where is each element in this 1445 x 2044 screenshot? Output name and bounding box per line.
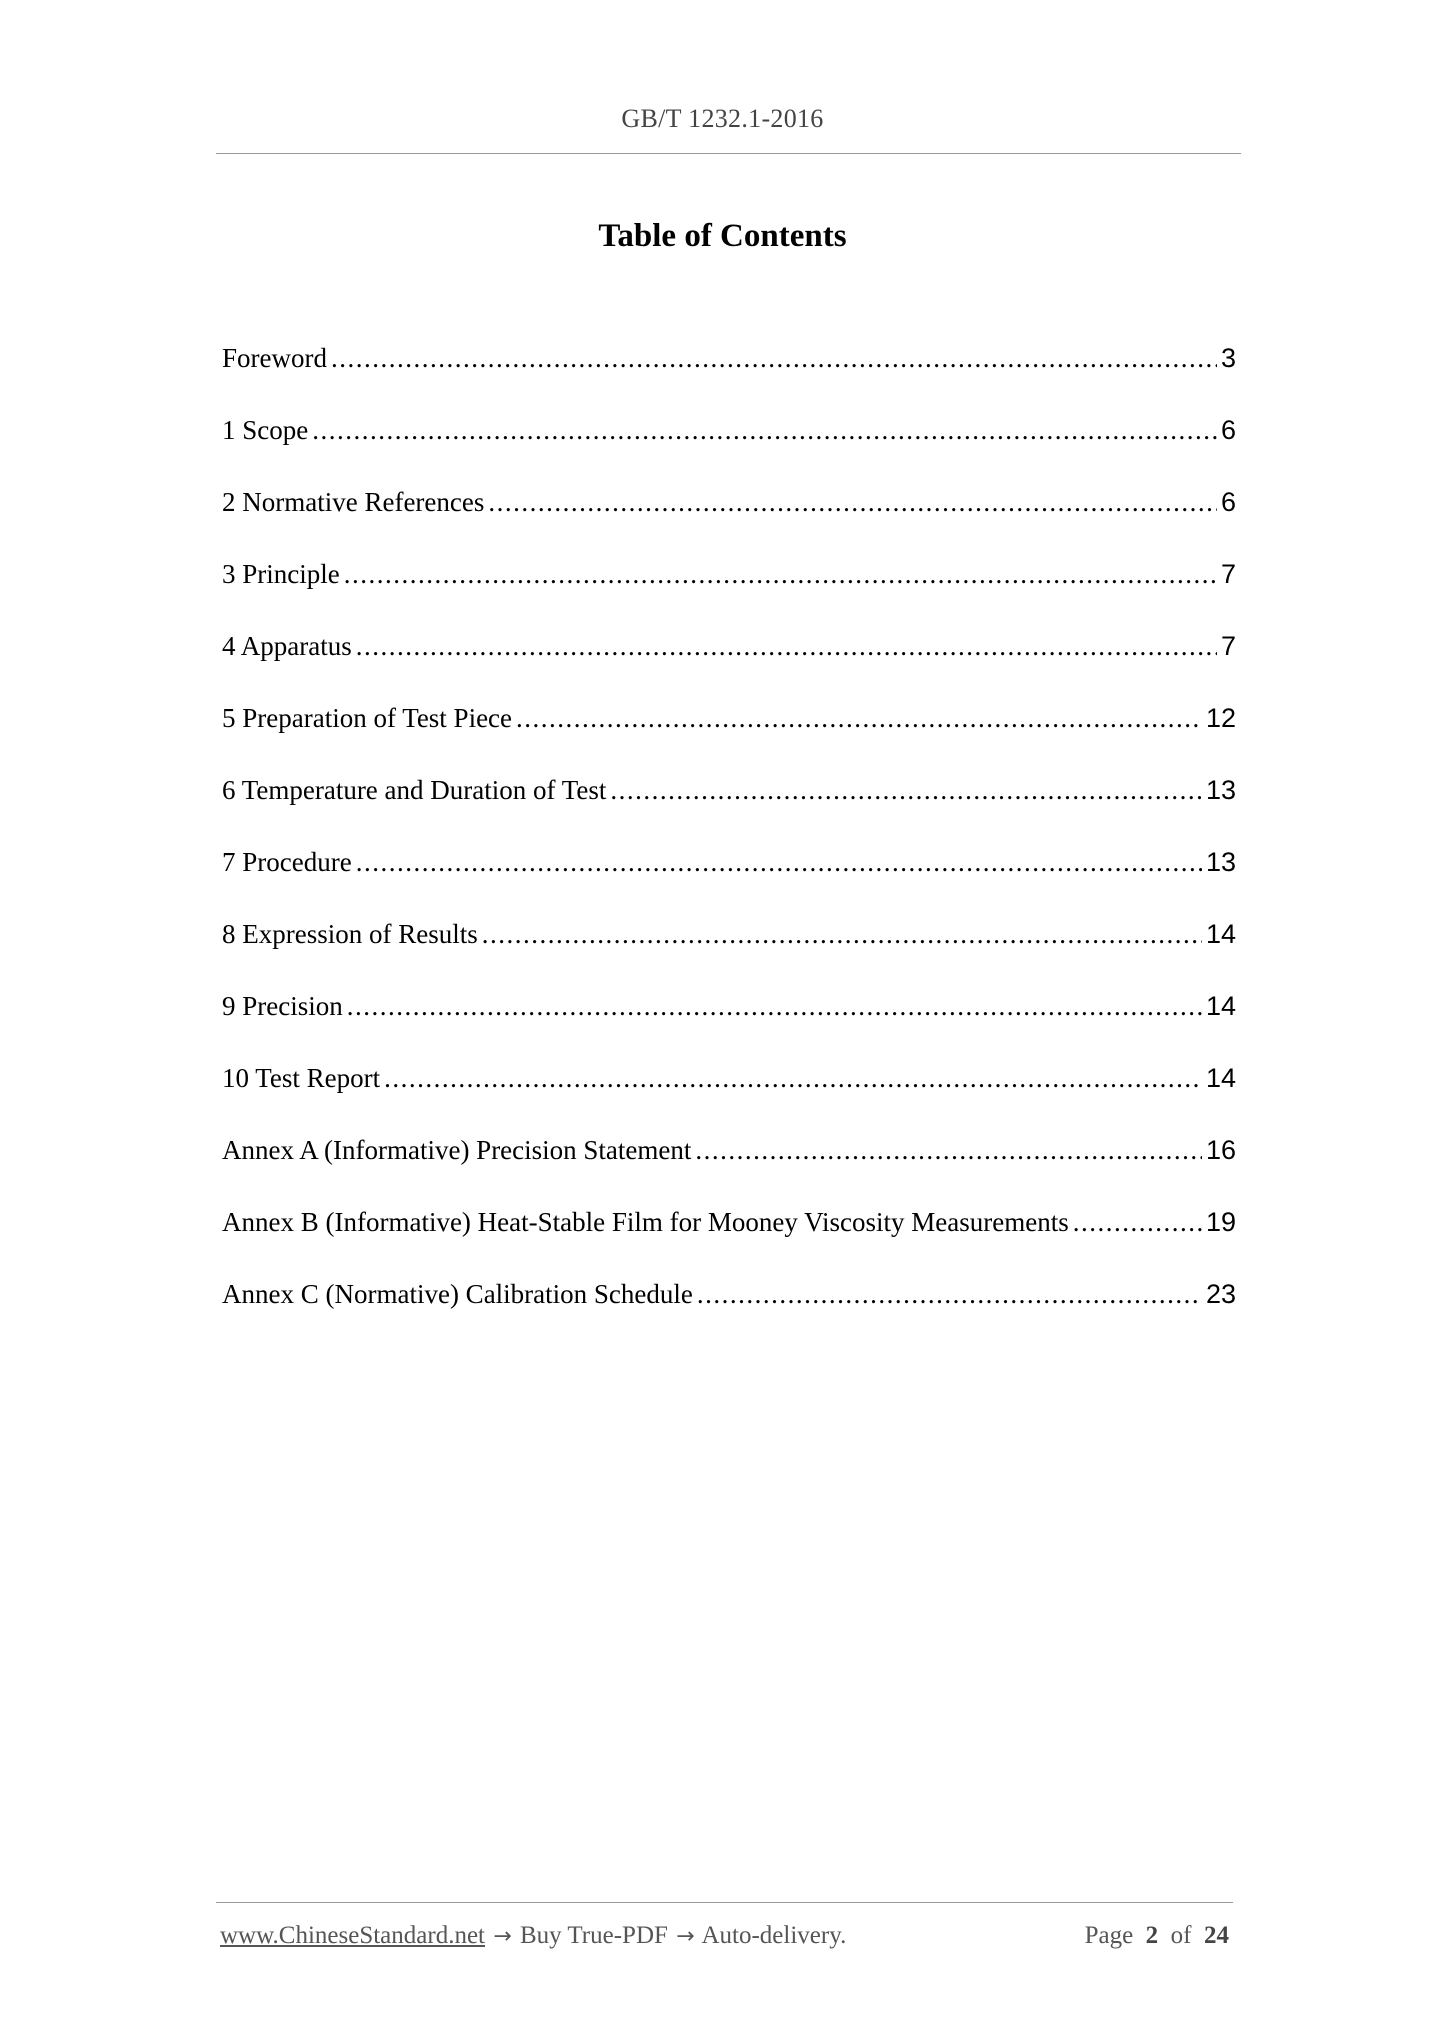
toc-entry-expression-of-results[interactable] xyxy=(222,912,1236,984)
toc-dot-leader xyxy=(344,552,1217,596)
toc-entry-preparation-of-test-piece[interactable] xyxy=(222,696,1236,768)
current-page-number: 2 xyxy=(1145,1922,1159,1949)
site-link[interactable]: www.ChineseStandard.net xyxy=(220,1922,485,1949)
toc-dot-leader xyxy=(610,768,1202,812)
page-number xyxy=(1085,1922,1229,1950)
toc-entry-normative-references[interactable] xyxy=(222,480,1236,552)
total-page-number: 24 xyxy=(1204,1922,1229,1949)
footer-divider xyxy=(216,1902,1233,1903)
toc-entry-page: 14 xyxy=(1205,1063,1236,1093)
document-code-header: GB/T 1232.1-2016 xyxy=(621,104,824,133)
toc-entry-title: 6 Temperature and Duration of Test xyxy=(222,768,610,812)
buy-true-pdf-text: Buy True-PDF xyxy=(519,1922,668,1949)
toc-entry-title: 1 Scope xyxy=(222,408,312,452)
toc-entry-procedure[interactable] xyxy=(222,840,1236,912)
toc-entry-title: Foreword xyxy=(222,336,331,380)
toc-heading: Table of Contents xyxy=(598,218,847,254)
header-divider xyxy=(216,153,1241,154)
toc-entry-page: 7 xyxy=(1220,559,1236,589)
toc-entry-page: 7 xyxy=(1220,631,1236,661)
toc-entry-title: 5 Preparation of Test Piece xyxy=(222,696,516,740)
toc-dot-leader xyxy=(516,696,1202,740)
toc-entry-title: 7 Procedure xyxy=(222,840,356,884)
toc-entry-page: 13 xyxy=(1205,847,1236,877)
page-of-label: of xyxy=(1170,1922,1192,1949)
page-label: Page xyxy=(1084,1922,1134,1949)
toc-entry-principle[interactable] xyxy=(222,552,1236,624)
toc-entry-precision[interactable] xyxy=(222,984,1236,1056)
toc-entry-page: 19 xyxy=(1205,1207,1236,1237)
toc-entry-page: 12 xyxy=(1205,703,1236,733)
toc-entry-apparatus[interactable] xyxy=(222,624,1236,696)
toc-dot-leader xyxy=(482,912,1202,956)
toc-entry-temperature-and-duration[interactable] xyxy=(222,768,1236,840)
toc-dot-leader xyxy=(1073,1200,1202,1244)
toc-dot-leader xyxy=(695,1128,1202,1172)
toc-entry-page: 3 xyxy=(1220,343,1236,373)
toc-entry-page: 6 xyxy=(1220,487,1236,517)
toc-dot-leader xyxy=(356,840,1202,884)
table-of-contents xyxy=(222,336,1236,1344)
toc-entry-title: Annex A (Informative) Precision Statement xyxy=(222,1128,695,1172)
toc-dot-leader xyxy=(384,1056,1202,1100)
toc-entry-title: 10 Test Report xyxy=(222,1056,384,1100)
toc-entry-title: 4 Apparatus xyxy=(222,624,356,668)
toc-entry-scope[interactable] xyxy=(222,408,1236,480)
toc-entry-foreword[interactable] xyxy=(222,336,1236,408)
toc-dot-leader xyxy=(312,408,1217,452)
toc-dot-leader xyxy=(488,480,1217,524)
toc-entry-page: 13 xyxy=(1205,775,1236,805)
toc-entry-page: 14 xyxy=(1205,919,1236,949)
toc-dot-leader xyxy=(347,984,1202,1028)
footer-promo xyxy=(220,1922,846,1950)
toc-entry-title: 9 Precision xyxy=(222,984,347,1028)
toc-entry-title: Annex C (Normative) Calibration Schedule xyxy=(222,1272,697,1316)
toc-entry-title: 2 Normative References xyxy=(222,480,488,524)
toc-entry-annex-b[interactable] xyxy=(222,1200,1236,1272)
right-arrow-icon: → xyxy=(493,1924,512,1949)
toc-entry-annex-a[interactable] xyxy=(222,1128,1236,1200)
toc-entry-title: Annex B (Informative) Heat-Stable Film for Mooney Viscosity Measurements xyxy=(222,1200,1073,1244)
right-arrow-icon: → xyxy=(676,1924,695,1949)
toc-dot-leader xyxy=(356,624,1217,668)
toc-entry-page: 14 xyxy=(1205,991,1236,1021)
auto-delivery-text: Auto-delivery. xyxy=(701,1922,847,1949)
toc-dot-leader xyxy=(697,1272,1202,1316)
toc-dot-leader xyxy=(331,336,1217,380)
toc-entry-annex-c[interactable] xyxy=(222,1272,1236,1344)
toc-entry-title: 8 Expression of Results xyxy=(222,912,482,956)
toc-entry-page: 23 xyxy=(1205,1279,1236,1309)
toc-entry-page: 6 xyxy=(1220,415,1236,445)
toc-entry-page: 16 xyxy=(1205,1135,1236,1165)
toc-entry-title: 3 Principle xyxy=(222,552,344,596)
toc-entry-test-report[interactable] xyxy=(222,1056,1236,1128)
